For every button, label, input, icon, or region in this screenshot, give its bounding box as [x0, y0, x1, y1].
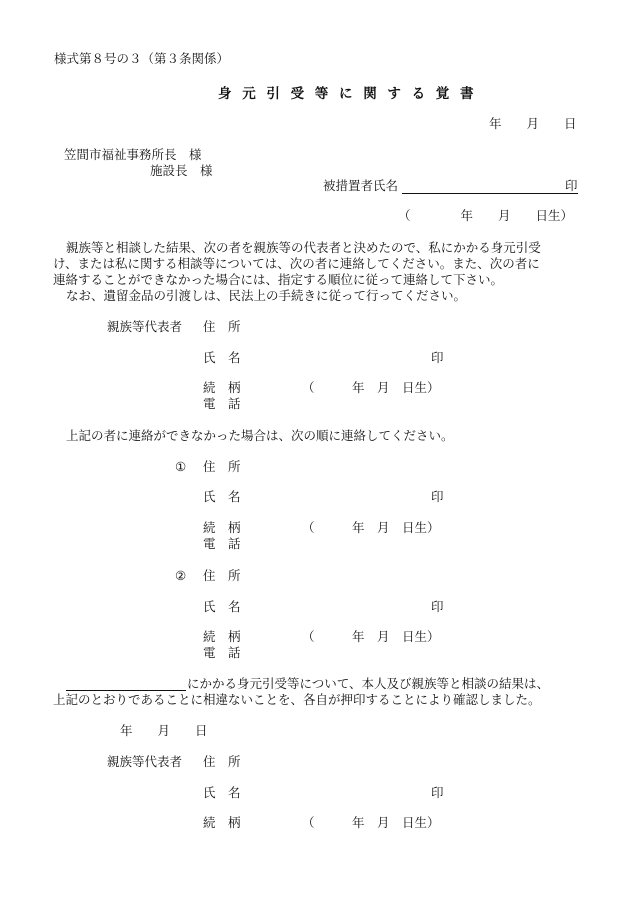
contact-1-name-label: 氏 名: [203, 489, 241, 504]
footer-date: 年 月 日: [120, 723, 208, 738]
representative-birth-date: （ 年 月 日生）: [302, 380, 440, 395]
representative-label: 親族等代表者: [107, 319, 183, 334]
representative-phone-label: 電 話: [203, 396, 241, 411]
signatory-birth-date: （ 年 月 日生）: [398, 208, 574, 223]
final-birth-date: （ 年 月 日生）: [302, 815, 440, 830]
date-line: 年 月 日: [489, 116, 577, 131]
contact-2-name-label: 氏 名: [203, 599, 241, 614]
contact-2-address-label: 住 所: [203, 568, 241, 583]
representative-relationship-label: 続 柄: [203, 380, 241, 395]
confirmation-line-2: 上記のとおりであることに相違ないことを、各自が押印することにより確認しました。: [53, 692, 541, 707]
representative-seal: 印: [431, 350, 444, 365]
confirmation-line-1: にかかる身元引受等について、本人及び親族等と相談の結果は、: [187, 676, 550, 691]
contact-2-phone-label: 電 話: [203, 645, 241, 660]
contact-2-relationship-label: 続 柄: [203, 629, 241, 644]
representative-address-label: 住 所: [203, 319, 241, 334]
contact-2-birth-date: （ 年 月 日生）: [302, 629, 440, 644]
contact-1-phone-label: 電 話: [203, 536, 241, 551]
document-title: 身 元 引 受 等 に 関 す る 覚 書: [218, 86, 477, 102]
form-number: 様式第８号の３（第３条関係）: [54, 51, 230, 66]
contact-1-relationship-label: 続 柄: [203, 520, 241, 535]
paragraph-1-line-2: け、または私に関する相談等については、次の者に連絡してください。また、次の者に: [53, 256, 540, 271]
final-address-label: 住 所: [203, 754, 241, 769]
paragraph-1-line-3: 連絡することができなかった場合には、指定する順位に従って連絡して下さい。: [53, 272, 504, 287]
signatory-seal: 印: [565, 178, 578, 193]
contact-1-birth-date: （ 年 月 日生）: [302, 520, 440, 535]
final-relationship-label: 続 柄: [203, 815, 241, 830]
contact-2-seal: 印: [431, 599, 444, 614]
paragraph-2: なお、遺留金品の引渡しは、民法上の手続きに従って行ってください。: [66, 288, 467, 303]
contact-2-marker: ②: [175, 568, 187, 583]
final-seal: 印: [431, 785, 444, 800]
paragraph-1-line-1: 親族等と相談した結果、次の者を親族等の代表者と決めたので、私にかかる身元引受: [66, 240, 541, 255]
addressee-facility-head: 施設長 様: [150, 163, 213, 178]
addressee-office-head: 笠間市福祉事務所長 様: [64, 147, 202, 162]
contact-1-seal: 印: [431, 489, 444, 504]
signatory-name-line: [402, 193, 578, 194]
representative-name-label: 氏 名: [203, 350, 241, 365]
contact-order-note: 上記の者に連絡ができなかった場合は、次の順に連絡してください。: [66, 428, 454, 443]
contact-1-marker: ①: [175, 459, 187, 474]
final-name-label: 氏 名: [203, 785, 241, 800]
subject-name-line: [66, 690, 186, 691]
signatory-name-label: 被措置者氏名: [323, 178, 399, 193]
final-representative-label: 親族等代表者: [107, 754, 183, 769]
contact-1-address-label: 住 所: [203, 459, 241, 474]
